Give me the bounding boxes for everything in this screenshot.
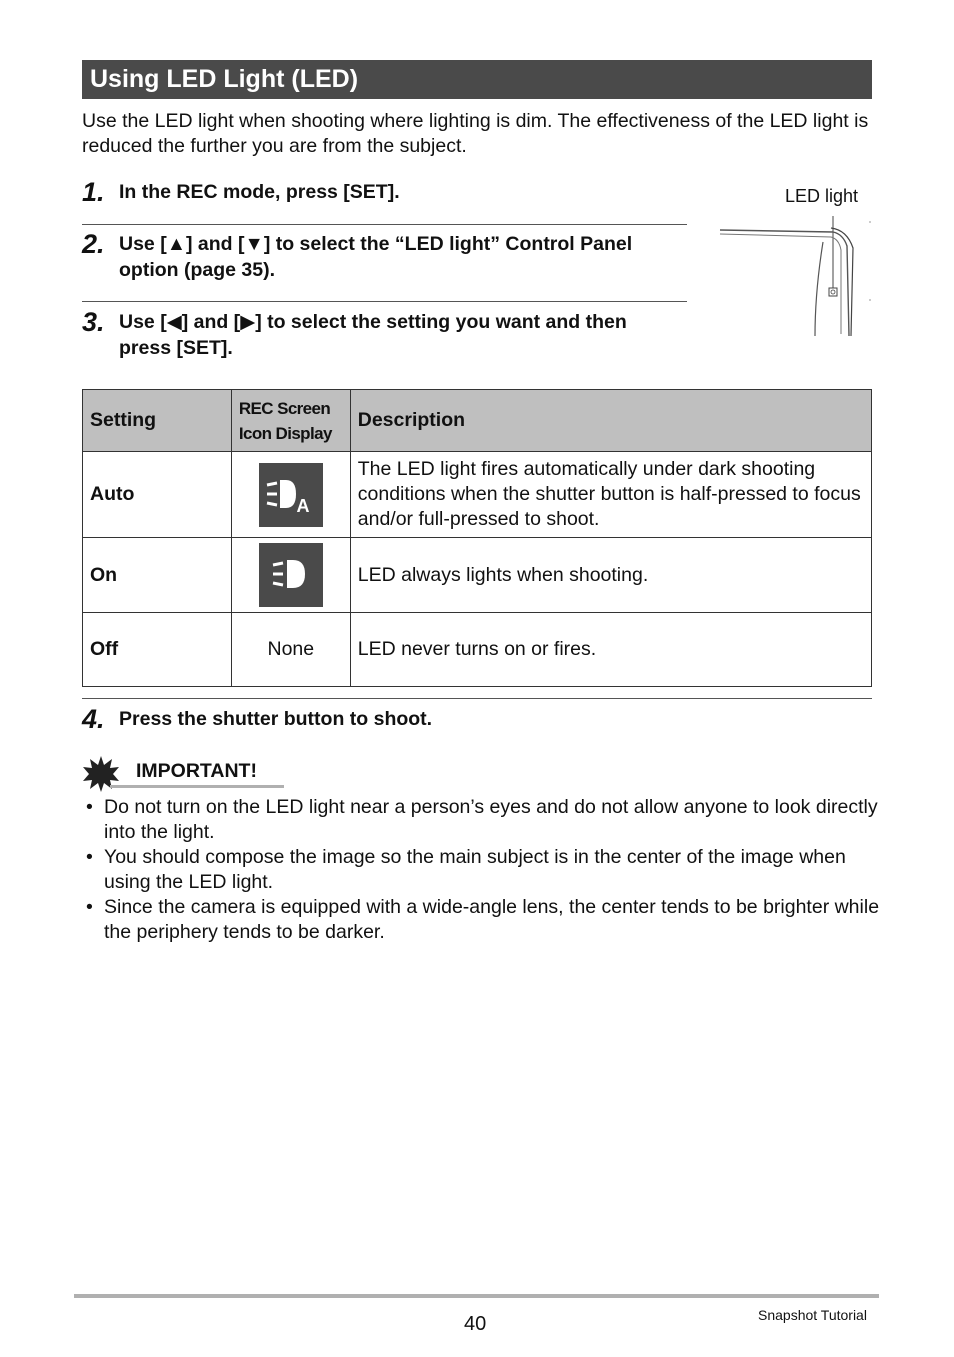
step-3-text: Use [◀] and [▶] to select the setting you want and then press [SET]. [119, 311, 627, 359]
step-3-number: 3. [82, 307, 105, 337]
led-settings-table [82, 389, 872, 687]
right-arrow-icon: ▶ [240, 311, 256, 333]
page-number: 40 [464, 1313, 487, 1335]
setting-off: Off [83, 613, 232, 687]
step-1-text: In the REC mode, press [SET]. [119, 181, 400, 203]
list-item: • Do not turn on the LED light near a person’s eyes and do not allow anyone to look directly into the light. [82, 795, 882, 845]
description-on: LED always lights when shooting. [350, 538, 871, 613]
down-arrow-icon: ▼ [244, 233, 264, 255]
icon-none: None [231, 613, 350, 687]
table-row [83, 613, 872, 687]
header-description: Description [350, 390, 871, 452]
step-divider [82, 224, 687, 225]
setting-auto: Auto [83, 452, 232, 538]
left-arrow-icon: ◀ [166, 311, 182, 333]
section-title: Using LED Light (LED) [82, 60, 872, 99]
important-list [82, 795, 882, 945]
header-setting: Setting [83, 390, 232, 452]
step-divider [82, 698, 872, 699]
led-light-label: LED light [785, 186, 859, 206]
important-label: IMPORTANT! [136, 760, 257, 782]
list-item: • You should compose the image so the main subject is in the center of the image when using the LED light. [82, 845, 882, 895]
table-header-row [83, 390, 872, 452]
footer-section-title: Snapshot Tutorial [758, 1307, 867, 1323]
description-auto: The LED light fires automatically under dark shooting conditions when the shutter button is half-pressed to focus and/or full-pressed to shoot. [350, 452, 871, 538]
footer-rule [74, 1294, 879, 1298]
list-item: • Since the camera is equipped with a wide-angle lens, the center tends to be brighter while the periphery tends to be darker. [82, 895, 882, 945]
step-2-number: 2. [82, 229, 105, 259]
important-underline [110, 785, 284, 788]
up-arrow-icon: ▲ [166, 233, 186, 255]
step-divider [82, 301, 687, 302]
setting-on: On [83, 538, 232, 613]
led-on-icon [259, 543, 323, 607]
led-auto-icon [259, 463, 323, 527]
step-2-text: Use [▲] and [▼] to select the “LED light” Control Panel option (page 35). [119, 233, 633, 281]
description-off: LED never turns on or fires. [350, 613, 871, 687]
table-row [83, 452, 872, 538]
step-1-number: 1. [82, 177, 105, 207]
header-icon-display: REC Screen Icon Display [231, 390, 350, 452]
led-light-icon [829, 288, 837, 296]
table-row [83, 538, 872, 613]
intro-paragraph: Use the LED light when shooting where lighting is dim. The effectiveness of the LED light is reduced the further you are from the subject. [82, 110, 869, 157]
camera-led-illustration [715, 212, 875, 342]
step-4-text: Press the shutter button to shoot. [119, 708, 433, 730]
step-4-number: 4. [82, 704, 105, 734]
svg-text:A: A [296, 495, 310, 516]
